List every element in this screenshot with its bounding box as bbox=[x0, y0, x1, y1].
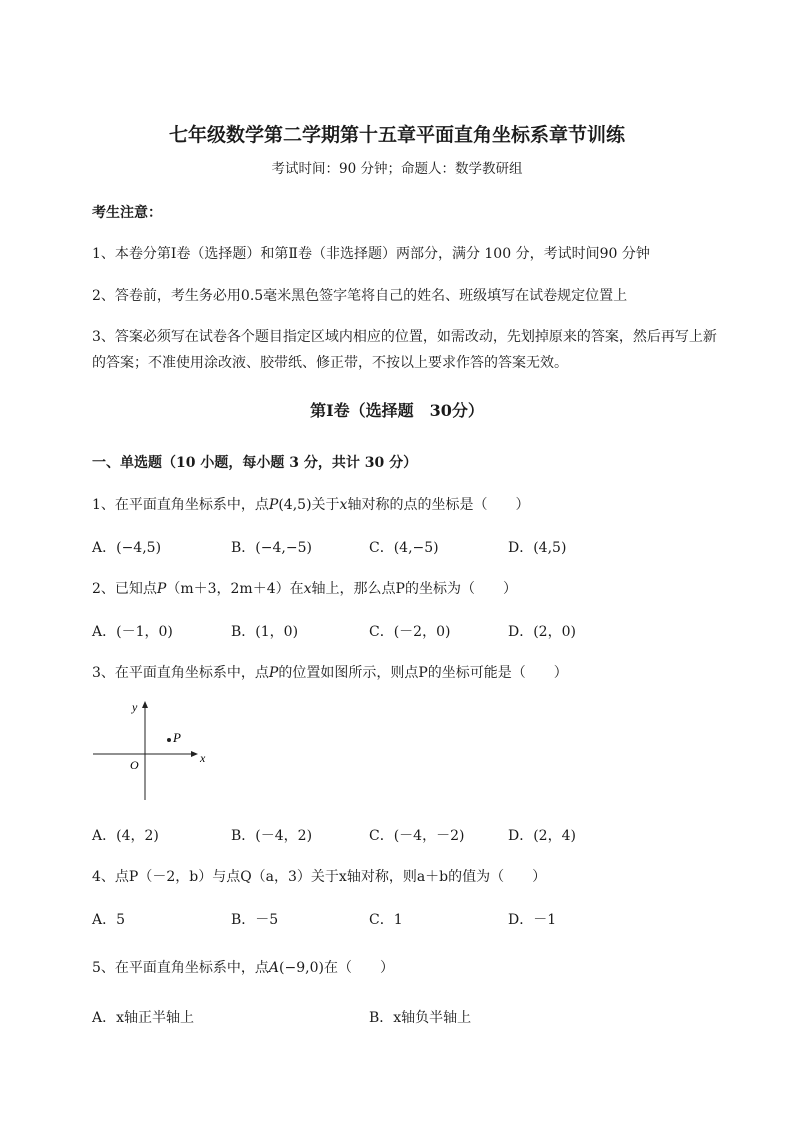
q2-option-b[interactable]: B．(1，0) bbox=[231, 624, 299, 640]
point-p-label: P bbox=[173, 730, 181, 745]
q4-option-a[interactable]: A．5 bbox=[92, 912, 126, 928]
notice-item-3-cont: 的答案；不准使用涂改液、胶带纸、修正带，不按以上要求作答的答案无效。 bbox=[92, 355, 568, 371]
q3-option-d[interactable]: D．(2，4) bbox=[508, 828, 576, 844]
question-4: 4、点P（－2，b）与点Q（a，3）关于x轴对称，则a＋b的值为（ ） bbox=[92, 869, 547, 885]
q2-option-a[interactable]: A．(－1，0) bbox=[92, 624, 173, 640]
q1-option-c[interactable]: C．(4,−5) bbox=[369, 540, 439, 556]
part-heading: 一、单选题（10 小题，每小题 3 分，共计 30 分） bbox=[92, 455, 418, 471]
q4-option-b[interactable]: B．－5 bbox=[231, 912, 279, 928]
q4-option-c[interactable]: C．1 bbox=[369, 912, 403, 928]
q3-option-b[interactable]: B．(－4，2) bbox=[231, 828, 313, 844]
notice-item-1: 1、本卷分第Ⅰ卷（选择题）和第Ⅱ卷（非选择题）两部分，满分 100 分，考试时间90 分钟 bbox=[92, 246, 650, 262]
document-title: 七年级数学第二学期第十五章平面直角坐标系章节训练 bbox=[168, 124, 625, 146]
x-axis-label: x bbox=[200, 751, 206, 765]
question-1: 1、在平面直角坐标系中，点P(4,5)关于x轴对称的点的坐标是（ ） bbox=[92, 497, 530, 513]
notice-item-2: 2、答卷前，考生务必用0.5毫米黑色签字笔将自己的姓名、班级填写在试卷规定位置上 bbox=[92, 288, 628, 304]
q1-option-a[interactable]: A．(−4,5) bbox=[92, 540, 162, 556]
notice-heading: 考生注意： bbox=[92, 205, 162, 221]
section-title: 第Ⅰ卷（选择题 30分） bbox=[310, 401, 484, 420]
point-p bbox=[167, 738, 171, 742]
q3-option-c[interactable]: C．(－4，－2) bbox=[369, 828, 465, 844]
q1-option-b[interactable]: B．(−4,−5) bbox=[231, 540, 312, 556]
question-5: 5、在平面直角坐标系中，点A(−9,0)在（ ） bbox=[92, 960, 394, 976]
q1-option-d[interactable]: D．(4,5) bbox=[508, 540, 567, 556]
y-axis-label: y bbox=[132, 700, 138, 714]
q2-option-d[interactable]: D．(2，0) bbox=[508, 624, 576, 640]
q5-option-a[interactable]: A．x轴正半轴上 bbox=[92, 1010, 195, 1026]
notice-item-3: 3、答案必须写在试卷各个题目指定区域内相应的位置，如需改动，先划掉原来的答案，然后再写上新 bbox=[92, 329, 717, 345]
question-2: 2、已知点P（m＋3，2m＋4）在x轴上，那么点P的坐标为（ ） bbox=[92, 581, 517, 597]
q2-option-c[interactable]: C．(－2，0) bbox=[369, 624, 451, 640]
question-3: 3、在平面直角坐标系中，点P的位置如图所示，则点P的坐标可能是（ ） bbox=[92, 665, 568, 681]
x-axis-arrow-icon bbox=[191, 751, 198, 757]
y-axis-arrow-icon bbox=[142, 701, 148, 708]
q4-option-d[interactable]: D．－1 bbox=[508, 912, 557, 928]
exam-info: 考试时间：90 分钟；命题人：数学教研组 bbox=[271, 161, 523, 177]
coordinate-figure bbox=[88, 696, 218, 804]
origin-label: O bbox=[130, 758, 139, 772]
q3-option-a[interactable]: A．(4，2) bbox=[92, 828, 159, 844]
q5-option-b[interactable]: B．x轴负半轴上 bbox=[369, 1010, 472, 1026]
